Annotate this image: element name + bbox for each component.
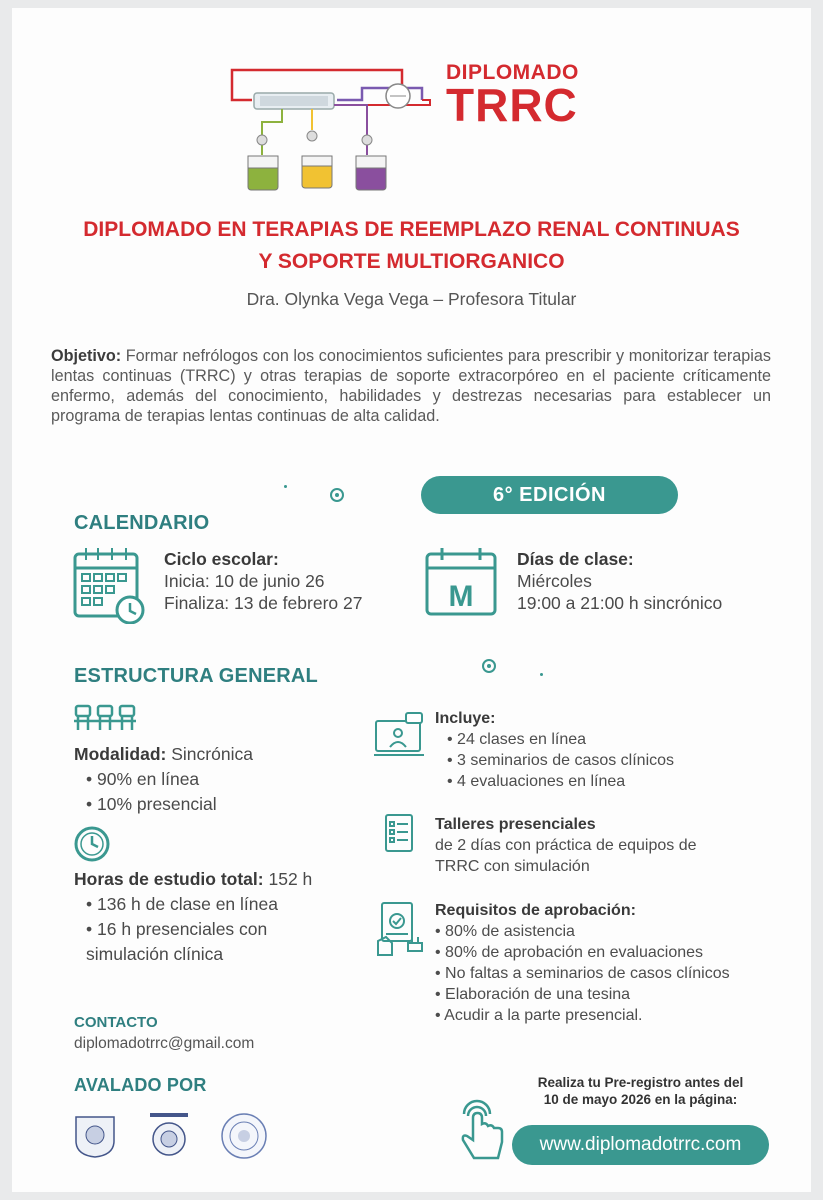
list-item: • 4 evaluaciones en línea (447, 771, 674, 792)
list-item: • 136 h de clase en línea (86, 892, 316, 917)
decor-dot (540, 673, 543, 676)
medicine-faculty-seal-icon (144, 1111, 194, 1161)
list-item: • 24 clases en línea (447, 729, 674, 750)
objective-label: Objetivo: (51, 347, 122, 365)
workshops-text: de 2 días con práctica de equipos de TRRC con simulación (435, 837, 697, 875)
click-hand-icon (454, 1098, 508, 1164)
objective-text: Formar nefrólogos con los conocimientos suficientes para prescribir y monitorizar terapias lentas continuas (TRRC) y otras terapias de soporte extracorpóreo en el paciente críticamente enfermo, además del conocimiento, habilidades y destrezas necesarias para establecer un programa de terapias lentas continuas de alta calidad. (51, 347, 771, 425)
preregister-line-1: Realiza tu Pre-registro antes del (537, 1075, 744, 1090)
includes-block (435, 708, 674, 792)
website-link-button[interactable]: www.diplomadotrrc.com (512, 1125, 769, 1165)
decor-ring (482, 659, 496, 673)
decor-ring (330, 488, 344, 502)
page-title (12, 214, 811, 278)
online-class-icon (374, 711, 426, 757)
class-day: Miércoles (517, 571, 592, 591)
list-item: • 90% en línea (86, 767, 253, 792)
preregister-note (512, 1074, 769, 1108)
dialysis-logo-icon (222, 60, 442, 200)
clock-icon (74, 826, 110, 862)
list-item: • Acudir a la parte presencial. (435, 1005, 775, 1026)
contact-heading: CONTACTO (74, 1014, 158, 1031)
edition-badge: 6° EDICIÓN (421, 476, 678, 514)
list-item: • 3 seminarios de casos clínicos (447, 750, 674, 771)
list-item: • 10% presencial (86, 792, 253, 817)
preregister-line-2: 10 de mayo 2026 en la página: (543, 1092, 738, 1107)
logo-title-large: TRRC (446, 79, 578, 131)
hours-label: Horas de estudio total: (74, 869, 264, 889)
title-line-2: Y SOPORTE MULTIORGANICO (258, 250, 565, 273)
hours-value: 152 h (268, 869, 313, 889)
weekday-calendar-icon (424, 546, 500, 618)
class-days (517, 548, 722, 614)
cycle-start: Inicia: 10 de junio 26 (164, 571, 325, 591)
weekday-letter: M (448, 580, 474, 613)
contact-email[interactable]: diplomadotrrc@gmail.com (74, 1035, 255, 1052)
calendar-clock-icon (72, 546, 150, 624)
unam-seal-icon (72, 1113, 118, 1159)
modality-block (74, 742, 253, 817)
requirements-label: Requisitos de aprobación: (435, 902, 636, 919)
approval-document-icon (376, 901, 426, 957)
decor-dot (284, 485, 287, 488)
checklist-icon (384, 813, 416, 855)
classroom-desks-icon (74, 703, 138, 733)
list-item: • 80% de asistencia (435, 921, 775, 942)
study-hours-block (74, 867, 374, 967)
objective-paragraph (51, 346, 771, 426)
calendar-heading: CALENDARIO (74, 512, 210, 534)
days-label: Días de clase: (517, 549, 634, 569)
flyer (12, 8, 811, 1192)
modality-value: Sincrónica (171, 744, 253, 764)
professor-line: Dra. Olynka Vega Vega – Profesora Titular (246, 289, 577, 309)
association-seal-icon (220, 1112, 268, 1160)
list-item: • No faltas a seminarios de casos clínicos (435, 963, 775, 984)
class-time: 19:00 a 21:00 h sincrónico (517, 593, 723, 613)
structure-heading: ESTRUCTURA GENERAL (74, 665, 318, 687)
cycle-label: Ciclo escolar: (164, 549, 279, 569)
list-item: • Elaboración de una tesina (435, 984, 775, 1005)
list-item: • 80% de aprobación en evaluaciones (435, 942, 775, 963)
logo-title-small: DIPLOMADO (446, 61, 579, 84)
list-item: • 16 h presenciales con simulación clínica (86, 917, 316, 967)
includes-label: Incluye: (435, 710, 496, 727)
endorsed-heading: AVALADO POR (74, 1075, 207, 1095)
workshops-label: Talleres presenciales (435, 816, 596, 833)
title-line-1: DIPLOMADO EN TERAPIAS DE REEMPLAZO RENAL CONTINUAS (83, 218, 740, 241)
workshops-block (435, 814, 735, 877)
school-cycle (164, 548, 362, 614)
requirements-block (435, 900, 775, 1026)
cycle-end: Finaliza: 13 de febrero 27 (164, 593, 363, 613)
modality-label: Modalidad: (74, 744, 167, 764)
